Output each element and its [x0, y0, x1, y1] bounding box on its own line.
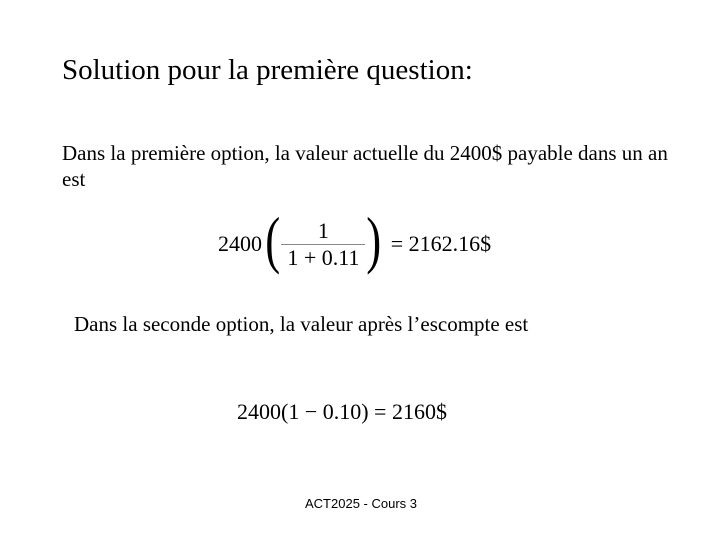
- equation-result: = 2162.16$: [390, 231, 492, 256]
- paragraph-second-option: Dans la seconde option, la valeur après l’escompte est: [74, 312, 529, 336]
- paragraph-first-option: Dans la première option, la valeur actuelle du 2400$ payable dans un an est: [62, 141, 668, 191]
- right-paren: ): [366, 204, 382, 275]
- equation-coefficient: 2400: [218, 231, 262, 256]
- fraction-denominator: 1 + 0.11: [281, 244, 365, 271]
- slide-title: Solution pour la première question:: [62, 54, 473, 86]
- slide-footer: ACT2025 - Cours 3: [305, 496, 417, 511]
- equation-discount: 2400(1 − 0.10) = 2160$: [237, 399, 447, 424]
- fraction: [281, 218, 365, 271]
- fraction-numerator: 1: [317, 217, 329, 243]
- equation-present-value: [218, 204, 492, 275]
- left-paren: (: [265, 204, 281, 275]
